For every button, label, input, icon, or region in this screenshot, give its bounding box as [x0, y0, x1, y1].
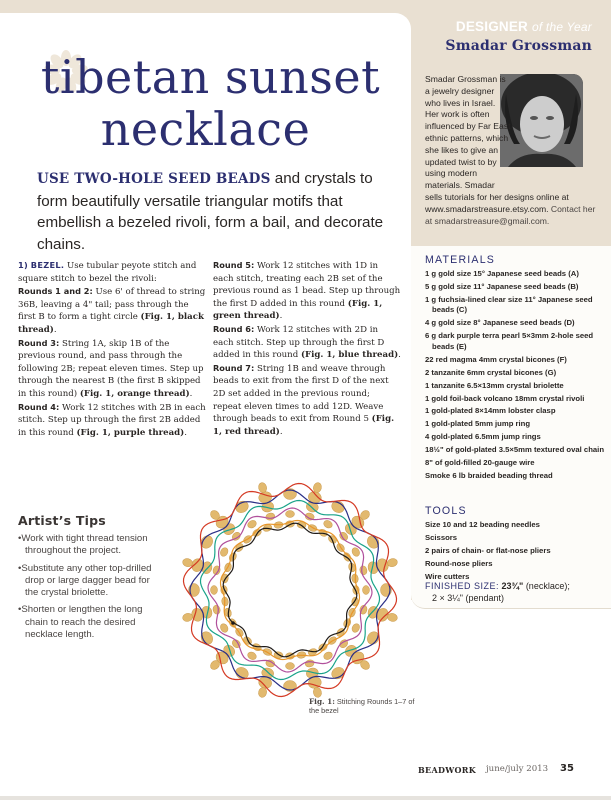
tool-item: Scissors — [425, 532, 458, 542]
designer-name: Smadar Grossman — [445, 38, 592, 54]
tip-item: • Work with tight thread tension throughout the project. — [18, 533, 158, 558]
tool-item: 2 pairs of chain- or flat-nose pliers — [425, 545, 551, 555]
figure-reference: (Fig. 1, purple thread) — [76, 427, 185, 438]
step-round-6 — [213, 323, 401, 362]
article-title — [0, 52, 411, 154]
page-number: 35 — [560, 763, 574, 774]
tools-list — [425, 520, 605, 582]
step-end: . — [279, 426, 283, 437]
instructions-column-1 — [18, 259, 206, 439]
step-end: . — [53, 324, 57, 335]
tool-item: Size 10 and 12 beading needles — [425, 520, 540, 529]
tips-list — [18, 533, 158, 641]
bead-b — [286, 663, 295, 670]
bead-b — [212, 604, 221, 615]
material-item: 1 g gold size 15° Japanese seed beads (A) — [425, 269, 579, 278]
bio-text-narrow: Smadar Grossman is a jewelry designer who lives in Israel. Her work is often influenced by Far East ethnic patterns, which she likes to give an updated twist to by using modern materials. Smadar — [425, 74, 511, 191]
material-item: 8" of gold-filled 20-gauge wire — [425, 457, 535, 467]
caption-label: Fig. 1: — [309, 697, 335, 706]
step-round-3 — [18, 337, 206, 401]
material-item: 1 gold-plated 5mm jump ring — [425, 419, 531, 429]
figure-reference: (Fig. 1, orange thread) — [79, 388, 190, 399]
figure-reference: (Fig. 1, blue thread) — [300, 350, 399, 361]
bead-b — [219, 546, 230, 557]
step-rounds-1-2 — [18, 285, 206, 336]
intro-lead: USE TWO-HOLE SEED BEADS — [37, 171, 271, 187]
issue-date: june/july 2013 — [486, 764, 549, 774]
tools-heading: TOOLS — [425, 505, 467, 517]
material-item: 4 gold-plated 6.5mm jump rings — [425, 432, 541, 442]
step-round-5 — [213, 259, 401, 323]
figure-reference: (Fig. 1, black thread) — [18, 312, 204, 335]
bead-b — [211, 586, 218, 595]
materials-section — [425, 254, 605, 484]
section-number: 1) — [18, 260, 29, 270]
section-label: BEZEL. — [30, 260, 65, 270]
step-text: String 1B and weave through beads to exit from the first D of the next 2D set added in the previous round; repeat eleven times to add 12D. Weave through beads to exit from Round 5 — [213, 363, 389, 425]
finished-size-value: 23¾" — [499, 581, 524, 591]
step-end: . — [398, 350, 401, 361]
bead-b — [351, 622, 362, 633]
step-text: Work 12 stitches with 2B in each stitch. Step up through the first 2B added in this round — [18, 402, 206, 438]
bead-b — [359, 565, 368, 576]
material-item: 22 red magma 4mm crystal bicones (F) — [425, 354, 567, 364]
finished-size-label: FINISHED SIZE: — [425, 581, 500, 591]
material-item: 1 gold foil-back volcano 18mm crystal rivoli — [425, 393, 585, 403]
tools-section — [425, 505, 605, 584]
title-line-2: necklace — [100, 102, 311, 156]
step-label: Round 4: — [18, 401, 60, 412]
intro-text: and crystals to form beautifully versatile triangular motifs that embellish a bezeled rivoli, form a bail, and decorate chains. — [37, 170, 384, 253]
figure-reference: (Fig. 1, red thread) — [213, 414, 395, 437]
step-end: . — [279, 311, 283, 322]
designer-bio — [425, 74, 601, 227]
instructions-column-2 — [213, 259, 401, 438]
finished-size — [425, 581, 605, 604]
thread-orange-round-3 — [221, 521, 360, 660]
bio-contact[interactable]: Contact her at smadarstreasure@gmail.com. — [425, 203, 596, 226]
step-text: Work 12 stitches with 1D in each stitch, treating each 2B set of the previous round as 1 bead. Step up through the first D added in this round — [213, 261, 401, 309]
step-label: Round 3: — [18, 337, 60, 348]
caption-text: Stitching Rounds 1–7 of the bezel — [309, 697, 415, 715]
bead-b — [322, 519, 333, 530]
designer-of-year-kicker — [456, 19, 592, 34]
bead-layer — [182, 482, 399, 699]
kicker-italic: of the Year — [531, 20, 592, 34]
material-item: 2 tanzanite 6mm crystal bicones (G) — [425, 367, 557, 377]
step-end: . — [184, 427, 187, 438]
step-round-7 — [213, 362, 401, 439]
material-item: 1 gold-plated 8×14mm lobster clasp — [425, 406, 556, 416]
step-label: Round 5: — [213, 260, 255, 270]
material-item: 6 g dark purple terra pearl 5×3mm 2-hole seed beads (E) — [425, 331, 594, 351]
tips-heading: Artist’s Tips — [18, 513, 106, 528]
title-line-1: tibetan sunset — [40, 50, 381, 104]
materials-list — [425, 269, 605, 482]
thread-black-rounds-1-2 — [223, 523, 357, 657]
step-end: . — [189, 388, 193, 399]
material-item: 5 g gold size 11° Japanese seed beads (B) — [425, 281, 579, 291]
bezel-stitch-diagram — [168, 478, 413, 703]
section-text: Use tubular peyote stitch and square stitch to bezel the rivoli: — [18, 261, 197, 284]
tip-item: • Shorten or lengthen the long chain to reach the desired necklace length. — [18, 604, 158, 641]
bead-b — [363, 586, 370, 595]
bead-b — [246, 651, 257, 662]
tool-item: Round-nose pliers — [425, 558, 493, 568]
bead-b — [304, 659, 315, 668]
section-intro — [18, 259, 206, 285]
material-item: Smoke 6 lb braided beading thread — [425, 470, 553, 480]
materials-heading: MATERIALS — [425, 254, 496, 266]
figure-caption — [309, 697, 419, 715]
bottom-divider — [0, 796, 611, 800]
finished-size-pendant: 2 × 3¼" (pendant) — [432, 592, 504, 603]
step-round-4 — [18, 401, 206, 440]
bead-b — [286, 511, 295, 518]
step-text: String 1A, skip 1B of the previous round, and pass through the following 2B; repeat eleven times. Step up through the nearest B (the first B skipped in this round) — [18, 338, 204, 399]
page-footer — [0, 763, 611, 777]
bio-text-wide — [425, 192, 601, 227]
material-item: 1 tanzanite 6.5×13mm crystal briolette — [425, 380, 564, 390]
material-item: 18½" of gold-plated 3.5×5mm textured oval chain — [425, 445, 605, 455]
artists-tips — [18, 513, 158, 646]
publication-name: BEADWORK — [418, 765, 476, 775]
step-text: Work 12 stitches with 2D in each stitch. Step up through the first D added in this round — [213, 324, 385, 361]
kicker-text: DESIGNER — [455, 19, 529, 34]
finished-size-note: (necklace); — [523, 581, 570, 591]
step-label: Round 7: — [213, 362, 255, 373]
bead-b — [265, 512, 276, 521]
material-item: 1 g fuchsia-lined clear size 11° Japanese seed beads (C) — [425, 294, 593, 315]
tool-item: Wire cutters — [425, 571, 470, 581]
material-item: 4 g gold size 8° Japanese seed beads (D) — [425, 318, 575, 328]
bio-website[interactable]: sells tutorials for her designs online at www.smadarstreasure.etsy.com. — [425, 191, 569, 214]
step-label: Rounds 1 and 2: — [18, 286, 93, 297]
thread-start-dot — [231, 621, 235, 625]
figure-reference: (Fig. 1, green thread) — [213, 298, 383, 322]
intro-paragraph — [37, 168, 397, 255]
tip-item: • Substitute any other top-drilled drop or large dagger bead for the crystal briolette. — [18, 563, 158, 600]
step-text: Use 6' of thread to string 36B, leaving a 4" tail; pass through the first B to form a tight circle — [18, 287, 206, 323]
step-label: Round 6: — [213, 323, 255, 334]
